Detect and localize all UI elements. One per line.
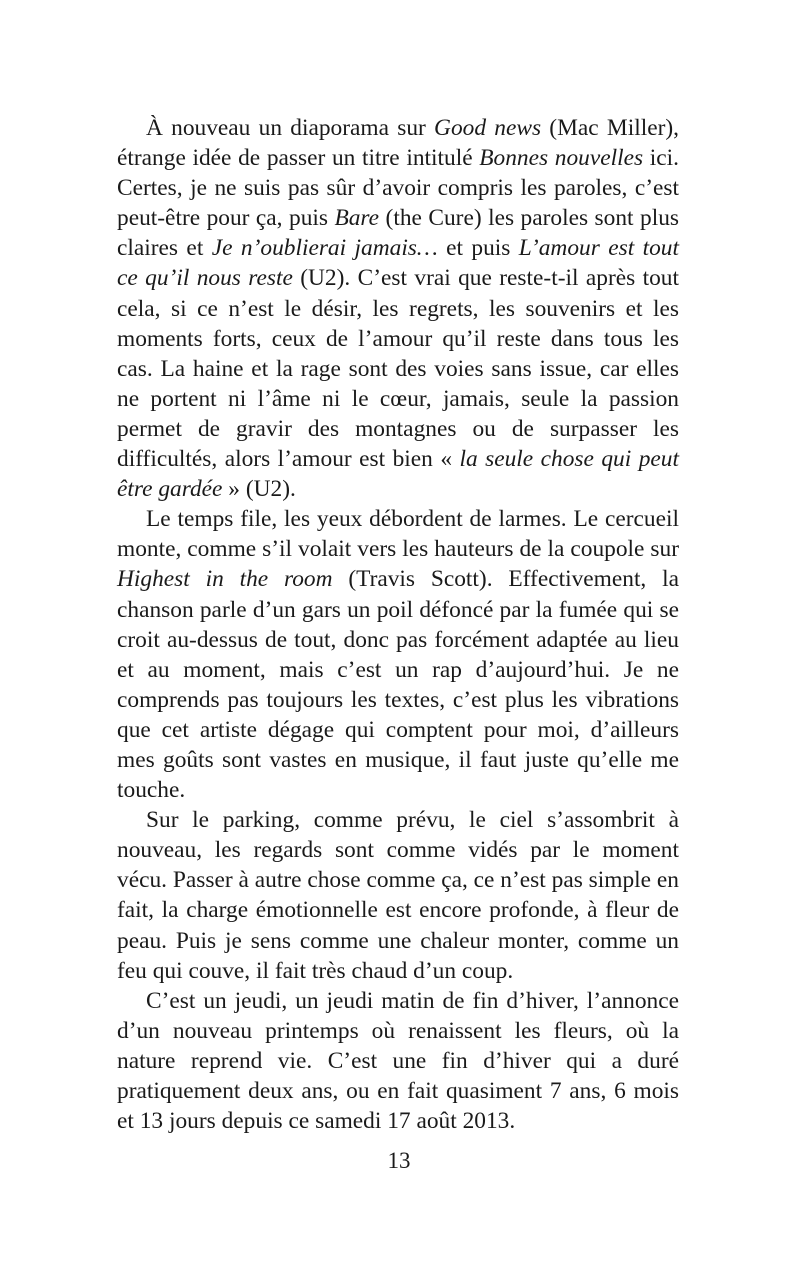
text-run: Le temps file, les yeux débordent de larmes. Le cercueil monte, comme s’il volait vers les hauteurs de la coupole sur <box>117 506 679 563</box>
paragraph-3 <box>117 805 679 986</box>
paragraph-2 <box>117 504 679 805</box>
text-run: (Travis Scott). Effectivement, la chanson parle d’un gars un poil défoncé par la fumée qui se croit au-dessus de tout, donc pas forcément adaptée au lieu et au moment, mais c’est un rap d’aujourd’hui. Je ne comprends pas toujours les textes, c’est plus les vibrations que cet artiste dégage qui comptent pour moi, d’ailleurs mes goûts sont vastes en musique, il faut juste qu’elle me touche. <box>117 566 679 804</box>
text-run: et puis <box>437 235 519 262</box>
text-run: À nouveau un diaporama sur <box>146 115 435 141</box>
text-run: ici. Certes, je ne suis pas sûr d’avoir compris les paroles, c’est peut-être pour ça, puis <box>117 145 679 232</box>
text-run: C’est un jeudi, un jeudi matin de fin d’hiver, l’annonce d’un nouveau printemps où renaissent les fleurs, où la nature reprend vie. C’est une fin d’hiver qui a duré pratiquement deux ans, ou en fait quasiment 7 ans, 6 mois et 13 jours depuis ce samedi 17 août 2013. <box>117 987 679 1135</box>
text-run: Sur le parking, comme prévu, le ciel s’assombrit à nouveau, les regards sont comme vidés par le moment vécu. Passer à autre chose comme ça, ce n’est pas simple en fait, la charge émotionnelle est encore profonde, à fleur de peau. Puis je sens comme une chaleur monter, comme un feu qui couve, il fait très chaud d’un coup. <box>117 807 679 984</box>
text-run: (U2). C’est vrai que reste-t-il après tout cela, si ce n’est le désir, les regrets, les souvenirs et les moments forts, ceux de l’amour qu’il reste dans tous les cas. La haine et la rage sont des voies sans issue, car elles ne portent ni l’âme ni le cœur, jamais, seule la passion permet de gravir des montagnes ou de surpasser les difficultés, alors l’amour est bien « <box>117 265 679 473</box>
italic-title: Je n’oublierai jamais… <box>211 235 438 262</box>
italic-title: Highest in the room <box>117 566 333 593</box>
italic-quote: la seule chose qui peut être gardée <box>117 446 679 503</box>
text-run: (Mac Miller), étrange idée de passer un titre intitulé <box>117 115 680 172</box>
italic-title: L’amour est tout ce qu’il nous reste <box>117 235 679 292</box>
italic-title: Bonnes nouvelles <box>479 145 644 172</box>
paragraph-4 <box>117 986 679 1136</box>
italic-title: Good news <box>434 115 542 141</box>
text-run: (the Cure) les paroles sont plus claires et <box>117 205 679 262</box>
page-body <box>117 113 679 1136</box>
paragraph-1 <box>117 113 679 504</box>
italic-title: Bare <box>334 205 380 232</box>
text-run: » (U2). <box>222 476 296 503</box>
page-number: 13 <box>387 1148 411 1173</box>
